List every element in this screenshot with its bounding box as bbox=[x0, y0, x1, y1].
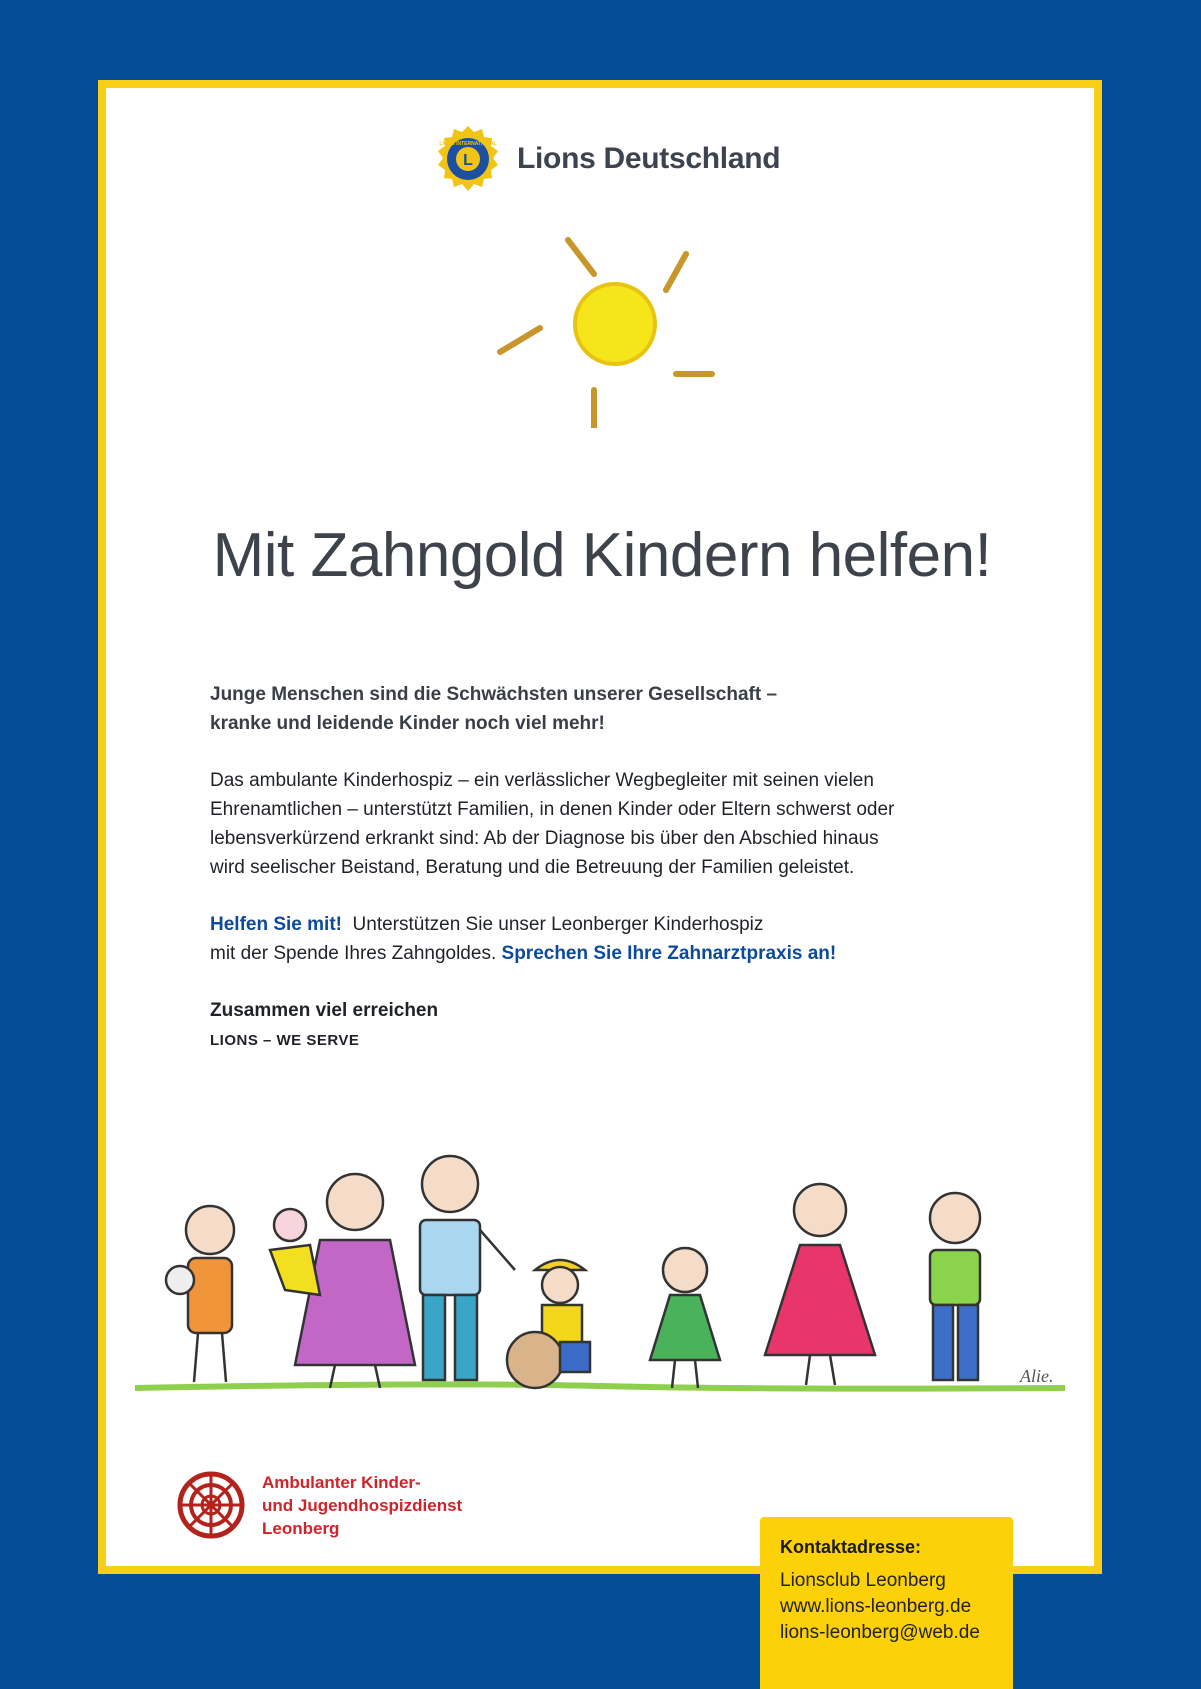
hospiz-name: Ambulanter Kinder- und Jugendhospizdienst Leonberg bbox=[262, 1472, 463, 1538]
sun-drawing-icon bbox=[490, 228, 720, 428]
artist-signature: Alie. bbox=[1020, 1366, 1054, 1386]
svg-text:L: L bbox=[463, 152, 473, 169]
contact-heading: Kontaktadresse: bbox=[780, 1537, 922, 1557]
motto: Zusammen viel erreichen bbox=[210, 1000, 439, 1021]
lions-brand bbox=[433, 124, 780, 194]
contact-name: Lionsclub Leonberg bbox=[780, 1570, 946, 1591]
family-drawing bbox=[130, 1120, 1070, 1410]
lions-emblem-icon bbox=[433, 124, 503, 194]
brand-name: Lions Deutschland bbox=[517, 142, 781, 175]
intro-text: Junge Menschen sind die Schwächsten unserer Gesellschaft – kranke und leidende Kinder noch viel mehr! bbox=[210, 684, 778, 734]
cta-highlight-2: Sprechen Sie Ihre Zahnarztpraxis an! bbox=[501, 943, 837, 964]
cta-highlight-1: Helfen Sie mit! bbox=[210, 914, 342, 935]
svg-text:LIONS INTERNATIONAL: LIONS INTERNATIONAL bbox=[439, 141, 497, 147]
contact-email-link[interactable]: lions-leonberg@web.de bbox=[780, 1622, 980, 1643]
hospiz-logo-block bbox=[176, 1470, 462, 1540]
contact-box bbox=[760, 1517, 1013, 1689]
hospiz-wheel-logo-icon bbox=[176, 1470, 246, 1540]
headline: Mit Zahngold Kindern helfen! bbox=[212, 521, 992, 590]
call-to-action: Helfen Sie mit! Unterstützen Sie unser Leonberger Kinderhospiz mit der Spende Ihres Zahngoldes. Sprechen Sie Ihre Zahnarztpraxis an! bbox=[210, 914, 837, 964]
description-paragraph: Das ambulante Kinderhospiz – ein verlässlicher Wegbegleiter mit seinen vielen Ehrenamtlichen – unterstützt Familien, in denen Kinder oder Eltern schwerst oder lebensverkürzend erkrankt sind: Ab der Diagnose bis über den Abschied hinaus wird seelischer Beistand, Beratung und die Betreuung der Familien geleistet. bbox=[210, 770, 895, 878]
contact-website-link[interactable]: www.lions-leonberg.de bbox=[780, 1596, 972, 1617]
slogan: LIONS – WE SERVE bbox=[210, 1032, 360, 1049]
